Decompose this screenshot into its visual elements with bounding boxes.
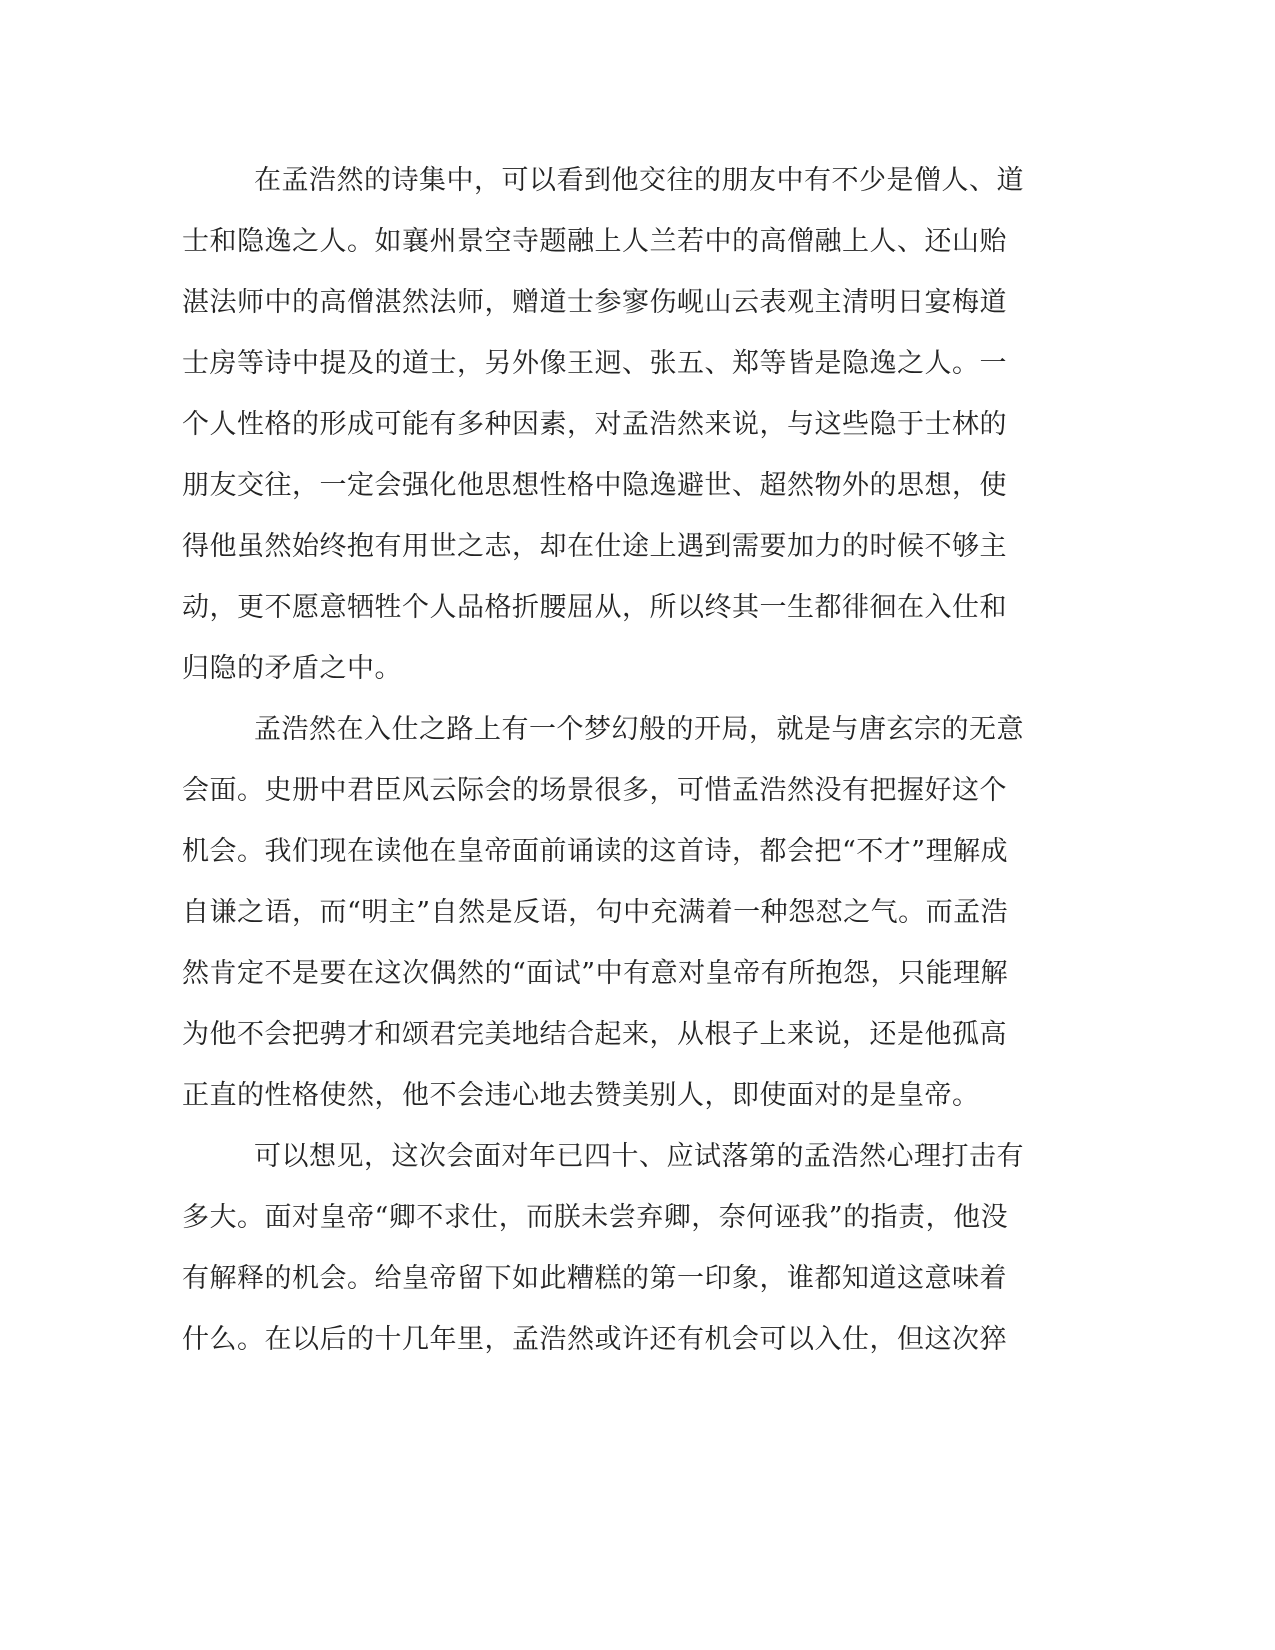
text-line: 士和隐逸之人。如襄州景空寺题融上人兰若中的高僧融上人、还山贻	[182, 226, 1007, 257]
text-line: 士房等诗中提及的道士，另外像王迥、张五、郑等皆是隐逸之人。一	[182, 348, 1007, 379]
text-line: 自谦之语，而“明主”自然是反语，句中充满着一种怨怼之气。而孟浩	[182, 897, 1009, 928]
paragraph-3	[182, 1126, 1032, 1370]
text-line: 会面。史册中君臣风云际会的场景很多，可惜孟浩然没有把握好这个	[182, 775, 1007, 806]
text-line: 朋友交往，一定会强化他思想性格中隐逸避世、超然物外的思想，使	[182, 470, 1007, 501]
text-line: 可以想见，这次会面对年已四十、应试落第的孟浩然心理打击有	[254, 1141, 1024, 1172]
text-line: 在孟浩然的诗集中，可以看到他交往的朋友中有不少是僧人、道	[254, 165, 1024, 196]
text-line: 正直的性格使然，他不会违心地去赞美别人，即使面对的是皇帝。	[182, 1080, 980, 1111]
text-line: 机会。我们现在读他在皇帝面前诵读的这首诗，都会把“不才”理解成	[182, 836, 1009, 867]
paragraph-1	[182, 150, 1032, 699]
paragraph-2	[182, 699, 1032, 1126]
text-line: 多大。面对皇帝“卿不求仕，而朕未尝弃卿，奈何诬我”的指责，他没	[182, 1202, 1009, 1233]
text-line: 个人性格的形成可能有多种因素，对孟浩然来说，与这些隐于士林的	[182, 409, 1007, 440]
text-line: 得他虽然始终抱有用世之志，却在仕途上遇到需要加力的时候不够主	[182, 531, 1007, 562]
text-line: 什么。在以后的十几年里，孟浩然或许还有机会可以入仕，但这次猝	[182, 1324, 1007, 1355]
text-line: 为他不会把骋才和颂君完美地结合起来，从根子上来说，还是他孤高	[182, 1019, 1007, 1050]
text-line: 然肯定不是要在这次偶然的“面试”中有意对皇帝有所抱怨，只能理解	[182, 958, 1009, 989]
text-line: 归隐的矛盾之中。	[182, 653, 402, 684]
text-line: 动，更不愿意牺牲个人品格折腰屈从，所以终其一生都徘徊在入仕和	[182, 592, 1007, 623]
text-line: 湛法师中的高僧湛然法师，赠道士参寥伤岘山云表观主清明日宴梅道	[182, 287, 1007, 318]
text-line: 有解释的机会。给皇帝留下如此糟糕的第一印象，谁都知道这意味着	[182, 1263, 1007, 1294]
body-text	[182, 150, 1032, 1370]
text-line: 孟浩然在入仕之路上有一个梦幻般的开局，就是与唐玄宗的无意	[254, 714, 1024, 745]
